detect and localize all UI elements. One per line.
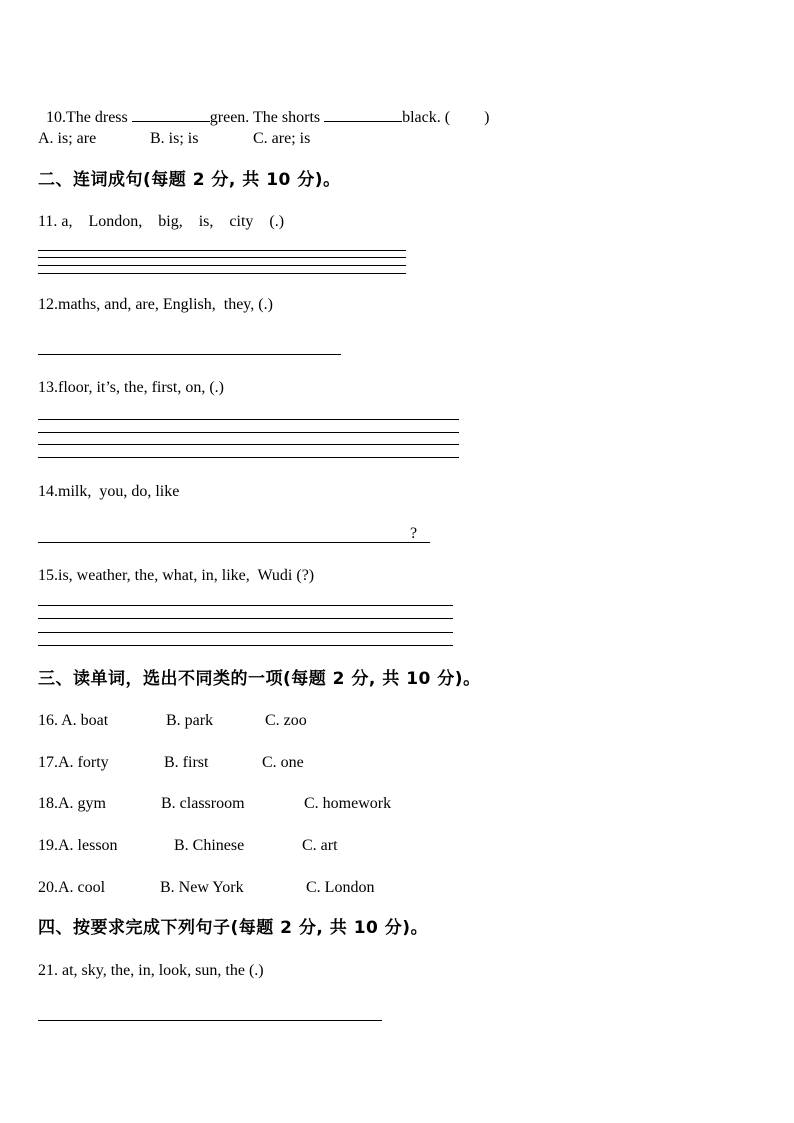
writing-line[interactable] <box>38 457 459 458</box>
writing-line[interactable] <box>38 273 406 274</box>
writing-line[interactable] <box>38 265 406 266</box>
question-number: 18. <box>38 795 58 812</box>
question-16 <box>38 711 108 731</box>
question-number: 20. <box>38 879 58 896</box>
question-17 <box>38 753 109 773</box>
question-number: 16. <box>38 712 62 729</box>
question-10-text-2: green. The shorts <box>209 109 325 126</box>
writing-line[interactable] <box>38 605 453 606</box>
option-b: B. New York <box>160 879 244 896</box>
option-b: B. park <box>166 712 214 729</box>
writing-line[interactable] <box>38 419 459 420</box>
answer-line[interactable] <box>38 354 341 355</box>
answer-blank[interactable] <box>324 107 402 122</box>
question-19 <box>38 836 118 856</box>
writing-line[interactable] <box>38 250 406 251</box>
question-21: 21. at, sky, the, in, look, sun, the (.) <box>38 962 264 979</box>
question-10-text-3: black. ( <box>402 109 451 126</box>
writing-line[interactable] <box>38 632 453 633</box>
question-12: 12.maths, and, are, English, they, (.) <box>38 296 273 313</box>
writing-line[interactable] <box>38 444 459 445</box>
writing-line[interactable] <box>38 618 453 619</box>
question-10-text-1: The dress <box>66 109 132 126</box>
option-b: B. classroom <box>161 795 245 812</box>
option-b: B. Chinese <box>174 837 245 854</box>
option-c: C. are; is <box>253 130 311 147</box>
question-15: 15.is, weather, the, what, in, like, Wudi (?) <box>38 567 315 584</box>
question-20 <box>38 878 105 898</box>
answer-line[interactable] <box>38 1020 382 1021</box>
answer-line[interactable] <box>38 542 430 543</box>
question-11: 11. a, London, big, is, city (.) <box>38 213 285 230</box>
writing-line[interactable] <box>38 432 459 433</box>
question-10-number: 10. <box>46 109 66 126</box>
option-a: A. cool <box>58 879 106 896</box>
option-a: A. forty <box>58 754 109 771</box>
question-14: 14.milk, you, do, like <box>38 483 180 500</box>
option-c: C. zoo <box>265 712 307 729</box>
option-a: A. boat <box>61 712 109 729</box>
option-b: B. first <box>164 754 209 771</box>
section-4-heading: 四、按要求完成下列句子(每题 2 分, 共 10 分)。 <box>38 918 429 938</box>
option-c: C. one <box>262 754 304 771</box>
section-2-heading: 二、连词成句(每题 2 分, 共 10 分)。 <box>38 170 341 190</box>
option-c: C. homework <box>304 795 392 812</box>
option-a: A. lesson <box>58 837 118 854</box>
option-a: A. gym <box>58 795 106 812</box>
question-number: 19. <box>38 837 58 854</box>
option-b: B. is; is <box>150 130 199 147</box>
question-mark: ? <box>410 525 418 542</box>
question-10 <box>38 87 489 128</box>
section-3-heading: 三、读单词，选出不同类的一项(每题 2 分, 共 10 分)。 <box>38 669 481 689</box>
writing-line[interactable] <box>38 257 406 258</box>
answer-blank[interactable] <box>132 107 210 122</box>
question-10-text-4: ) <box>484 109 490 126</box>
option-a: A. is; are <box>38 130 97 147</box>
option-c: C. London <box>306 879 375 896</box>
question-13: 13.floor, it’s, the, first, on, (.) <box>38 379 224 396</box>
question-18 <box>38 794 106 814</box>
question-number: 17. <box>38 754 58 771</box>
writing-line[interactable] <box>38 645 453 646</box>
option-c: C. art <box>302 837 338 854</box>
